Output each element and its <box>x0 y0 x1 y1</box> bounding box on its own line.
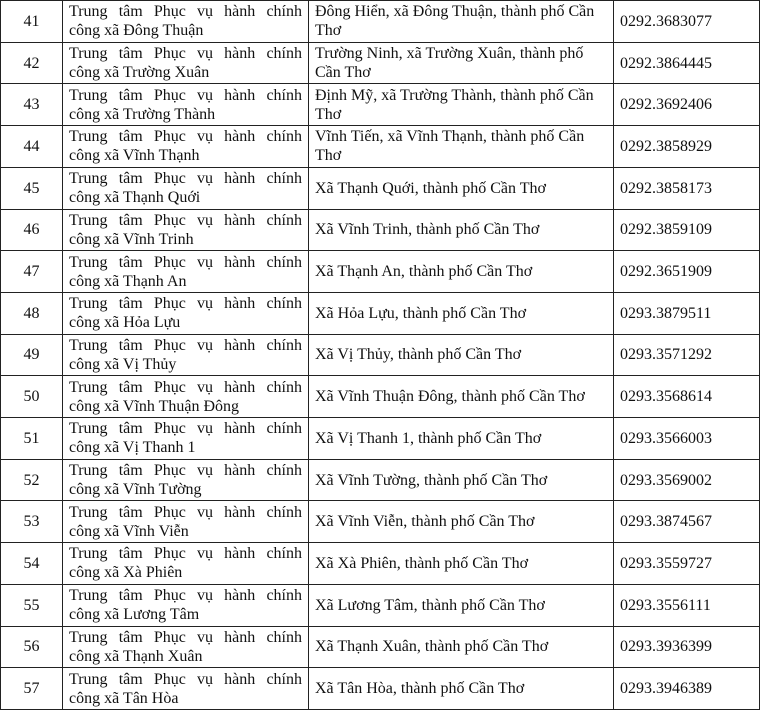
center-name <box>63 459 309 501</box>
center-phone: 0292.3858929 <box>614 126 760 168</box>
center-address: Xã Vị Thanh 1, thành phố Cần Thơ <box>309 418 614 460</box>
row-number: 53 <box>1 501 63 543</box>
center-phone: 0293.3566003 <box>614 418 760 460</box>
row-number: 46 <box>1 209 63 251</box>
center-phone: 0292.3683077 <box>614 1 760 43</box>
center-name <box>63 334 309 376</box>
center-name <box>63 376 309 418</box>
center-name <box>63 1 309 43</box>
row-number: 55 <box>1 584 63 626</box>
center-name <box>63 501 309 543</box>
center-address: Xã Vĩnh Tường, thành phố Cần Thơ <box>309 459 614 501</box>
table-row <box>1 1 760 43</box>
center-address: Xã Vĩnh Trinh, thành phố Cần Thơ <box>309 209 614 251</box>
table-row <box>1 292 760 334</box>
center-name-line-1: Trung tâm Phục vụ hành chính <box>69 670 302 688</box>
center-name-line-2: công xã Thạnh An <box>69 272 187 290</box>
center-name <box>63 418 309 460</box>
center-address: Xã Xà Phiên, thành phố Cần Thơ <box>309 543 614 585</box>
center-name-line-1: Trung tâm Phục vụ hành chính <box>69 587 302 605</box>
center-name-line-2: công xã Hỏa Lựu <box>69 314 181 332</box>
center-address: Trường Ninh, xã Trường Xuân, thành phố Cần Thơ <box>309 42 614 84</box>
center-name <box>63 292 309 334</box>
center-address: Định Mỹ, xã Trường Thành, thành phố Cần Thơ <box>309 84 614 126</box>
center-name <box>63 251 309 293</box>
row-number: 48 <box>1 292 63 334</box>
center-address: Đông Hiển, xã Đông Thuận, thành phố Cần Thơ <box>309 1 614 43</box>
center-phone: 0293.3569002 <box>614 459 760 501</box>
center-name-line-2: công xã Thạnh Xuân <box>69 647 203 665</box>
row-number: 43 <box>1 84 63 126</box>
center-name <box>63 626 309 668</box>
center-name <box>63 543 309 585</box>
center-name-line-1: Trung tâm Phục vụ hành chính <box>69 336 302 354</box>
center-name-line-1: Trung tâm Phục vụ hành chính <box>69 628 302 646</box>
row-number: 49 <box>1 334 63 376</box>
table-row <box>1 209 760 251</box>
table-row <box>1 584 760 626</box>
row-number: 50 <box>1 376 63 418</box>
center-address: Xã Vị Thủy, thành phố Cần Thơ <box>309 334 614 376</box>
center-name-line-1: Trung tâm Phục vụ hành chính <box>69 420 302 438</box>
center-name-line-1: Trung tâm Phục vụ hành chính <box>69 86 302 104</box>
center-name <box>63 42 309 84</box>
center-name-line-2: công xã Xà Phiên <box>69 564 183 582</box>
row-number: 54 <box>1 543 63 585</box>
table-row <box>1 251 760 293</box>
table-row <box>1 126 760 168</box>
center-phone: 0292.3864445 <box>614 42 760 84</box>
center-name-line-2: công xã Vĩnh Tường <box>69 481 202 499</box>
center-name <box>63 126 309 168</box>
center-phone: 0292.3651909 <box>614 251 760 293</box>
center-address: Xã Vĩnh Viễn, thành phố Cần Thơ <box>309 501 614 543</box>
center-name-line-1: Trung tâm Phục vụ hành chính <box>69 211 302 229</box>
center-name-line-2: công xã Lương Tâm <box>69 606 200 624</box>
center-name-line-1: Trung tâm Phục vụ hành chính <box>69 45 302 63</box>
center-name-line-2: công xã Vị Thanh 1 <box>69 439 196 457</box>
center-address: Vĩnh Tiến, xã Vĩnh Thạnh, thành phố Cần Thơ <box>309 126 614 168</box>
row-number: 57 <box>1 668 63 710</box>
center-name-line-2: công xã Vĩnh Viễn <box>69 522 189 540</box>
row-number: 52 <box>1 459 63 501</box>
center-address: Xã Thạnh Xuân, thành phố Cần Thơ <box>309 626 614 668</box>
table-row <box>1 84 760 126</box>
table-row <box>1 376 760 418</box>
center-name-line-2: công xã Trường Thành <box>69 105 216 123</box>
table-row <box>1 626 760 668</box>
row-number: 56 <box>1 626 63 668</box>
center-name-line-2: công xã Vĩnh Thạnh <box>69 147 200 165</box>
table-row <box>1 418 760 460</box>
table-body <box>1 1 760 710</box>
center-name-line-2: công xã Vị Thủy <box>69 355 177 373</box>
center-address: Xã Thạnh An, thành phố Cần Thơ <box>309 251 614 293</box>
table-row <box>1 42 760 84</box>
center-name <box>63 668 309 710</box>
table-row <box>1 543 760 585</box>
center-phone: 0293.3936399 <box>614 626 760 668</box>
row-number: 42 <box>1 42 63 84</box>
center-name-line-1: Trung tâm Phục vụ hành chính <box>69 545 302 563</box>
center-address: Xã Thạnh Quới, thành phố Cần Thơ <box>309 167 614 209</box>
center-phone: 0293.3556111 <box>614 584 760 626</box>
center-address: Xã Vĩnh Thuận Đông, thành phố Cần Thơ <box>309 376 614 418</box>
center-name-line-2: công xã Trường Xuân <box>69 64 210 82</box>
row-number: 51 <box>1 418 63 460</box>
row-number: 45 <box>1 167 63 209</box>
center-name-line-2: công xã Đông Thuận <box>69 22 204 40</box>
table-row <box>1 334 760 376</box>
center-phone: 0293.3879511 <box>614 292 760 334</box>
center-name-line-2: công xã Vĩnh Trinh <box>69 230 194 248</box>
row-number: 44 <box>1 126 63 168</box>
center-phone: 0293.3946389 <box>614 668 760 710</box>
center-phone: 0292.3858173 <box>614 167 760 209</box>
center-address: Xã Lương Tâm, thành phố Cần Thơ <box>309 584 614 626</box>
center-name-line-1: Trung tâm Phục vụ hành chính <box>69 128 302 146</box>
center-name-line-1: Trung tâm Phục vụ hành chính <box>69 503 302 521</box>
center-name-line-1: Trung tâm Phục vụ hành chính <box>69 170 302 188</box>
center-phone: 0293.3874567 <box>614 501 760 543</box>
center-phone: 0293.3571292 <box>614 334 760 376</box>
center-name-line-1: Trung tâm Phục vụ hành chính <box>69 253 302 271</box>
center-phone: 0292.3692406 <box>614 84 760 126</box>
table-row <box>1 501 760 543</box>
table-row <box>1 167 760 209</box>
center-name-line-1: Trung tâm Phục vụ hành chính <box>69 3 302 21</box>
center-phone: 0293.3559727 <box>614 543 760 585</box>
center-name-line-2: công xã Tân Hòa <box>69 689 179 707</box>
center-phone: 0292.3859109 <box>614 209 760 251</box>
center-name-line-1: Trung tâm Phục vụ hành chính <box>69 378 302 396</box>
center-name-line-2: công xã Thạnh Quới <box>69 189 201 207</box>
table-row <box>1 459 760 501</box>
row-number: 47 <box>1 251 63 293</box>
center-address: Xã Tân Hòa, thành phố Cần Thơ <box>309 668 614 710</box>
row-number: 41 <box>1 1 63 43</box>
center-address: Xã Hỏa Lựu, thành phố Cần Thơ <box>309 292 614 334</box>
center-phone: 0293.3568614 <box>614 376 760 418</box>
center-name <box>63 209 309 251</box>
center-name-line-1: Trung tâm Phục vụ hành chính <box>69 295 302 313</box>
table-row <box>1 668 760 710</box>
center-name-line-2: công xã Vĩnh Thuận Đông <box>69 397 240 415</box>
center-name <box>63 584 309 626</box>
center-name <box>63 84 309 126</box>
center-name-line-1: Trung tâm Phục vụ hành chính <box>69 462 302 480</box>
center-name <box>63 167 309 209</box>
